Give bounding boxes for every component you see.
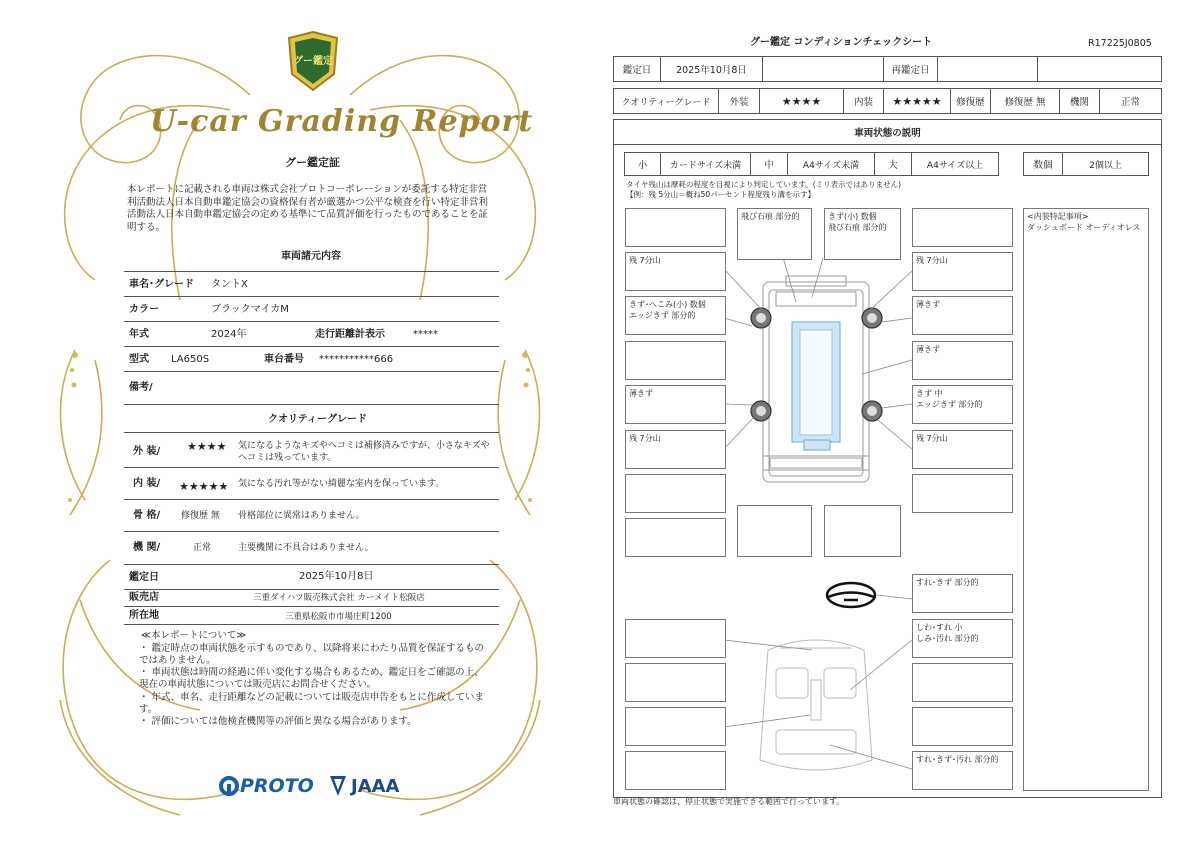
dealer-value: 三重ダイハツ販売株式会社 カーメイト松阪店 bbox=[253, 593, 425, 603]
int-label-cell: 内装 bbox=[843, 88, 884, 114]
frame-value: 修復歴 無 bbox=[181, 511, 220, 521]
note-box-interior-left-4 bbox=[625, 751, 726, 790]
color-value: ブラックマイカM bbox=[211, 304, 289, 315]
note-box-right-5: 残 7分山 bbox=[912, 430, 1013, 469]
note-box-right-2: 薄きず bbox=[912, 296, 1013, 335]
frame-text: 骨格部位に異常はありません。 bbox=[238, 511, 365, 521]
remarks-label: 備考/ bbox=[129, 382, 153, 393]
color-label: カラー bbox=[129, 304, 159, 315]
jaaa-logo: JAAA bbox=[328, 773, 400, 799]
note-box-left-3 bbox=[625, 341, 726, 380]
note-box-left-5: 残 7分山 bbox=[625, 430, 726, 469]
sheet-title: グー鑑定 コンディションチェックシート bbox=[750, 37, 933, 48]
goo-kantei-logo: グー鑑定 bbox=[287, 30, 339, 92]
date-value: 2025年10月8日 bbox=[299, 571, 374, 582]
chassis-label: 車台番号 bbox=[264, 354, 304, 365]
note-item: ・ 評価については他検査機関等の評価と異なる場合があります。 bbox=[139, 715, 417, 727]
name-value: タントX bbox=[211, 279, 248, 290]
legend-medium: 中 bbox=[750, 152, 788, 176]
note-box-right-3: 薄きず bbox=[912, 341, 1013, 380]
tire-example: 【例：残 5分山＝概ね50パーセント程度残り溝を示す】 bbox=[626, 190, 816, 199]
legend-count-desc: 2個以上 bbox=[1062, 152, 1149, 176]
engine-label-cell: 機関 bbox=[1059, 88, 1100, 114]
mileage-value: ***** bbox=[413, 329, 438, 340]
address-value: 三重県松阪市市場庄町1200 bbox=[285, 612, 392, 622]
jaaa-mark-icon bbox=[328, 774, 348, 798]
name-label: 車名･グレード bbox=[129, 279, 194, 290]
model-label: 型式 bbox=[129, 354, 149, 365]
note-box-right-1: 残 7分山 bbox=[912, 252, 1013, 291]
legend-small-desc: カードサイズ未満 bbox=[660, 152, 751, 176]
int-stars-cell: ★★★★★ bbox=[883, 88, 951, 114]
report-title: U-car Grading Report bbox=[150, 104, 534, 139]
note-box-left-1: 残 7分山 bbox=[625, 252, 726, 291]
exterior-text: 気になるようなキズやヘコミは補修済みですが、小さなキズやヘコミは残っています。 bbox=[238, 441, 490, 464]
redate-label-cell: 再鑑定日 bbox=[883, 56, 938, 82]
interior-text: 気になる汚れ等がない綺麗な室内を保っています。 bbox=[238, 479, 445, 489]
year-label: 年式 bbox=[129, 329, 149, 340]
ext-label-cell: 外装 bbox=[718, 88, 760, 114]
note-box-left-2: きず･へこみ(小) 数個 エッジきず 部分的 bbox=[625, 296, 726, 335]
note-box-interior-right-3 bbox=[912, 707, 1013, 746]
engine-value-cell: 正常 bbox=[1099, 88, 1162, 114]
note-box-left-4: 薄きず bbox=[625, 385, 726, 424]
note-item: ・ 車両状態は時間の経過に伴い変化する場合もあるため、鑑定日をご確認の上、現在の車両状態については販売店にお問合せください。 bbox=[139, 667, 484, 691]
note-box-left-7 bbox=[625, 518, 726, 557]
legend-large: 大 bbox=[874, 152, 912, 176]
note-box-top-3: きず(小) 数個 飛び石痕 部分的 bbox=[824, 208, 901, 260]
exterior-stars: ★★★★ bbox=[187, 440, 227, 453]
interior-label: 内 装/ bbox=[133, 478, 161, 489]
interior-items-heading: <内装特記事項> bbox=[1027, 212, 1089, 221]
dealer-label: 販売店 bbox=[129, 592, 159, 603]
date-label-cell: 鑑定日 bbox=[613, 56, 661, 82]
legend-medium-desc: A4サイズ未満 bbox=[787, 152, 875, 176]
engine-text: 主要機関に不具合はありません。 bbox=[238, 543, 374, 553]
interior-stars: ★★★★★ bbox=[179, 480, 229, 493]
certificate-title: グー鑑定証 bbox=[285, 156, 340, 169]
certificate-intro: 本レポートに記載される車両は株式会社プロトコーポレーションが委託する特定非営利活動法人日本自動車鑑定協会の資格保有者が厳選かつ公平な検査を行い特定非営利活動法人日本自動車鑑定協会の定める基準にて品質評価を行ったものであることを証明する。 bbox=[127, 184, 489, 233]
engine-value: 正常 bbox=[193, 543, 212, 553]
interior-items-text: ダッシュボード オーディオレス bbox=[1027, 222, 1141, 232]
legend-small: 小 bbox=[624, 152, 661, 176]
specs-heading: 車両諸元内容 bbox=[281, 251, 341, 262]
note-box-interior-left-2 bbox=[625, 663, 726, 702]
note-box-top-4 bbox=[912, 208, 1013, 247]
engine-label: 機 関/ bbox=[133, 542, 161, 553]
sheet-footer: 車両状態の確認は、停止状態で実施できる範囲で行っています。 bbox=[613, 797, 845, 806]
repair-label-cell: 修復歴 bbox=[950, 88, 991, 114]
note-box-top-2: 飛び石痕 部分的 bbox=[737, 208, 812, 260]
interior-items-panel bbox=[1023, 208, 1149, 791]
explain-heading: 車両状態の説明 bbox=[613, 119, 1162, 145]
ext-stars-cell: ★★★★ bbox=[759, 88, 844, 114]
grade-heading: クオリティーグレード bbox=[268, 414, 367, 425]
proto-mark-icon bbox=[218, 775, 240, 797]
note-box-right-6 bbox=[912, 474, 1013, 513]
frame-label: 骨 格/ bbox=[133, 510, 161, 521]
note-item: ・ 鑑定時点の車両状態を示すものであり、以降将来にわたり品質を保証するものではありません。 bbox=[139, 643, 485, 667]
address-label: 所在地 bbox=[129, 610, 159, 621]
mileage-label: 走行距離計表示 bbox=[315, 329, 385, 340]
note-box-bottom-1 bbox=[737, 505, 812, 557]
note-box-right-4: きず 中 エッジきず 部分的 bbox=[912, 385, 1013, 424]
note-box-interior-left-1 bbox=[625, 619, 726, 658]
sheet-code: R17225J0805 bbox=[1088, 38, 1152, 49]
legend-count: 数個 bbox=[1023, 152, 1063, 176]
chassis-value: ***********666 bbox=[319, 354, 394, 365]
legend-large-desc: A4サイズ以上 bbox=[911, 152, 999, 176]
year-value: 2024年 bbox=[211, 329, 247, 340]
tire-note: タイヤ残山は摩耗の程度を目視により判定しています。(ミリ表示ではありません) bbox=[626, 180, 902, 189]
note-item: ・ 年式、車名、走行距離などの記載については販売店申告をもとに作成しています。 bbox=[139, 691, 484, 715]
note-box-interior-left-3 bbox=[625, 707, 726, 746]
date-value-cell: 2025年10月8日 bbox=[660, 56, 763, 82]
note-box-top-1 bbox=[625, 208, 726, 247]
note-box-steering: すれ･きず 部分的 bbox=[912, 574, 1013, 613]
note-box-bottom-2 bbox=[824, 505, 901, 557]
note-box-interior-right-2 bbox=[912, 663, 1013, 702]
notes-list bbox=[139, 643, 489, 728]
note-box-interior-right-1: しわ･すれ 小 しみ･汚れ 部分的 bbox=[912, 619, 1013, 658]
model-value: LA650S bbox=[171, 354, 210, 365]
repair-value-cell: 修復歴 無 bbox=[990, 88, 1060, 114]
proto-logo: PROTO bbox=[218, 773, 314, 799]
notes-heading: ≪本レポートについて≫ bbox=[141, 630, 247, 641]
exterior-label: 外 装/ bbox=[133, 446, 161, 457]
condition-check-sheet bbox=[600, 0, 1200, 848]
note-box-left-6 bbox=[625, 474, 726, 513]
note-box-interior-right-4: すれ･きず･汚れ 部分的 bbox=[912, 751, 1013, 790]
grade-label-cell: クオリティーグレード bbox=[613, 88, 719, 114]
date-label: 鑑定日 bbox=[129, 572, 159, 583]
